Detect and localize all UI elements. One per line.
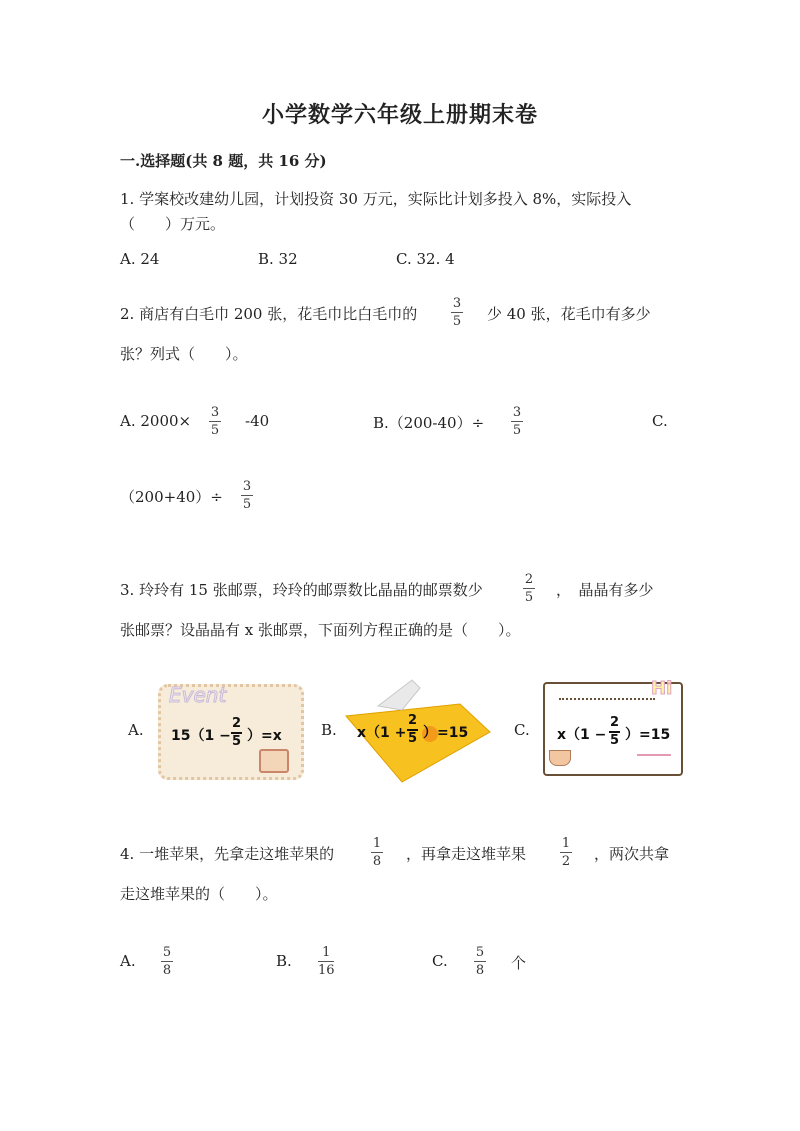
q2-option-b-fraction: 3 5 [512, 405, 522, 438]
card-a-fraction: 2 5 [231, 716, 242, 749]
fraction-denominator: 5 [452, 314, 462, 329]
q2-text-b: 少 40 张，花毛巾有多少 [487, 305, 651, 323]
q3-option-c-label[interactable]: C. [514, 721, 530, 739]
q1-option-c[interactable]: C. 32. 4 [396, 250, 455, 268]
q4-text-c: ，两次共拿 [594, 845, 670, 863]
q3-option-c-card[interactable] [543, 678, 683, 776]
card-b-equation-left: x（1 + [357, 725, 407, 741]
fraction-numerator: 3 [452, 296, 462, 311]
q2-option-c-label[interactable]: C. [652, 412, 668, 430]
card-a-equation-left: 15（1 − [171, 728, 231, 744]
q1-option-a[interactable]: A. 24 [120, 250, 160, 268]
q4-line2: 走这堆苹果的（ ）。 [120, 885, 278, 903]
q2-option-a-tail: -40 [245, 412, 270, 430]
card-c-equation-right: ）=15 [625, 727, 671, 743]
q1-option-b[interactable]: B. 32 [258, 250, 298, 268]
q2-option-c-fraction: 3 5 [242, 479, 252, 512]
q4-option-b[interactable]: B. [276, 952, 292, 970]
q4-option-a[interactable]: A. [120, 952, 136, 970]
q4-text-a: 4. 一堆苹果，先拿走这堆苹果的 [120, 845, 335, 863]
q4-fraction-1: 1 8 [372, 836, 382, 869]
card-b-fraction: 2 5 [407, 713, 418, 746]
paper-curl-icon [378, 680, 420, 710]
q3-option-b-label[interactable]: B. [321, 721, 337, 739]
page-title: 小学数学六年级上册期末卷 [261, 102, 538, 128]
q2-option-a-fraction: 3 5 [210, 405, 220, 438]
card-c-equation-left: x（1 − [557, 727, 607, 743]
q2-text-a: 2. 商店有白毛巾 200 张，花毛巾比白毛巾的 [120, 305, 418, 323]
q2-line2: 张？列式（ ）。 [120, 345, 248, 363]
spiral-binding-decoration [559, 688, 655, 700]
q4-option-a-fraction: 5 8 [162, 945, 172, 978]
q4-text-b: ，再拿走这堆苹果 [406, 845, 527, 863]
q4-option-c-fraction: 5 8 [475, 945, 485, 978]
card-a-decoration-text: Event [169, 683, 227, 707]
q3-option-a-label[interactable]: A. [128, 721, 144, 739]
q4-option-c[interactable]: C. [432, 952, 448, 970]
arrow-icon [637, 754, 671, 756]
q4-option-c-tail: 个 [511, 954, 527, 972]
card-c-fraction: 2 5 [609, 715, 620, 748]
q1-line1: 1. 学案校改建幼儿园，计划投资 30 万元，实际比计划多投入 8%，实际投入 [120, 190, 632, 208]
q1-line2: （ ）万元。 [120, 215, 226, 233]
q3-text-b: ， 晶晶有多少 [556, 581, 654, 599]
card-a-equation-right: ）=x [247, 728, 282, 744]
q4-option-b-fraction: 1 16 [318, 945, 335, 978]
card-b-equation-right: ）=15 [423, 725, 469, 741]
q3-line2: 张邮票？设晶晶有 x 张邮票，下面列方程正确的是（ ）。 [120, 621, 521, 639]
q2-option-a[interactable]: A. 2000× [120, 412, 192, 430]
q3-text-a: 3. 玲玲有 15 张邮票，玲玲的邮票数比晶晶的邮票数少 [120, 581, 483, 599]
q3-option-a-card[interactable] [158, 684, 304, 780]
q3-fraction: 2 5 [524, 572, 534, 605]
q4-fraction-2: 1 2 [561, 836, 571, 869]
section-heading: 一.选择题(共 8 题，共 16 分) [120, 152, 327, 170]
q2-option-b[interactable]: B.（200-40）÷ [373, 414, 485, 432]
yellow-card-shape [346, 704, 490, 782]
q2-fraction [451, 296, 463, 329]
cup-icon [549, 750, 571, 766]
gift-box-icon [259, 749, 289, 773]
card-c-decoration-text: Hi [651, 678, 673, 699]
q2-option-c[interactable]: （200+40）÷ [120, 488, 223, 506]
